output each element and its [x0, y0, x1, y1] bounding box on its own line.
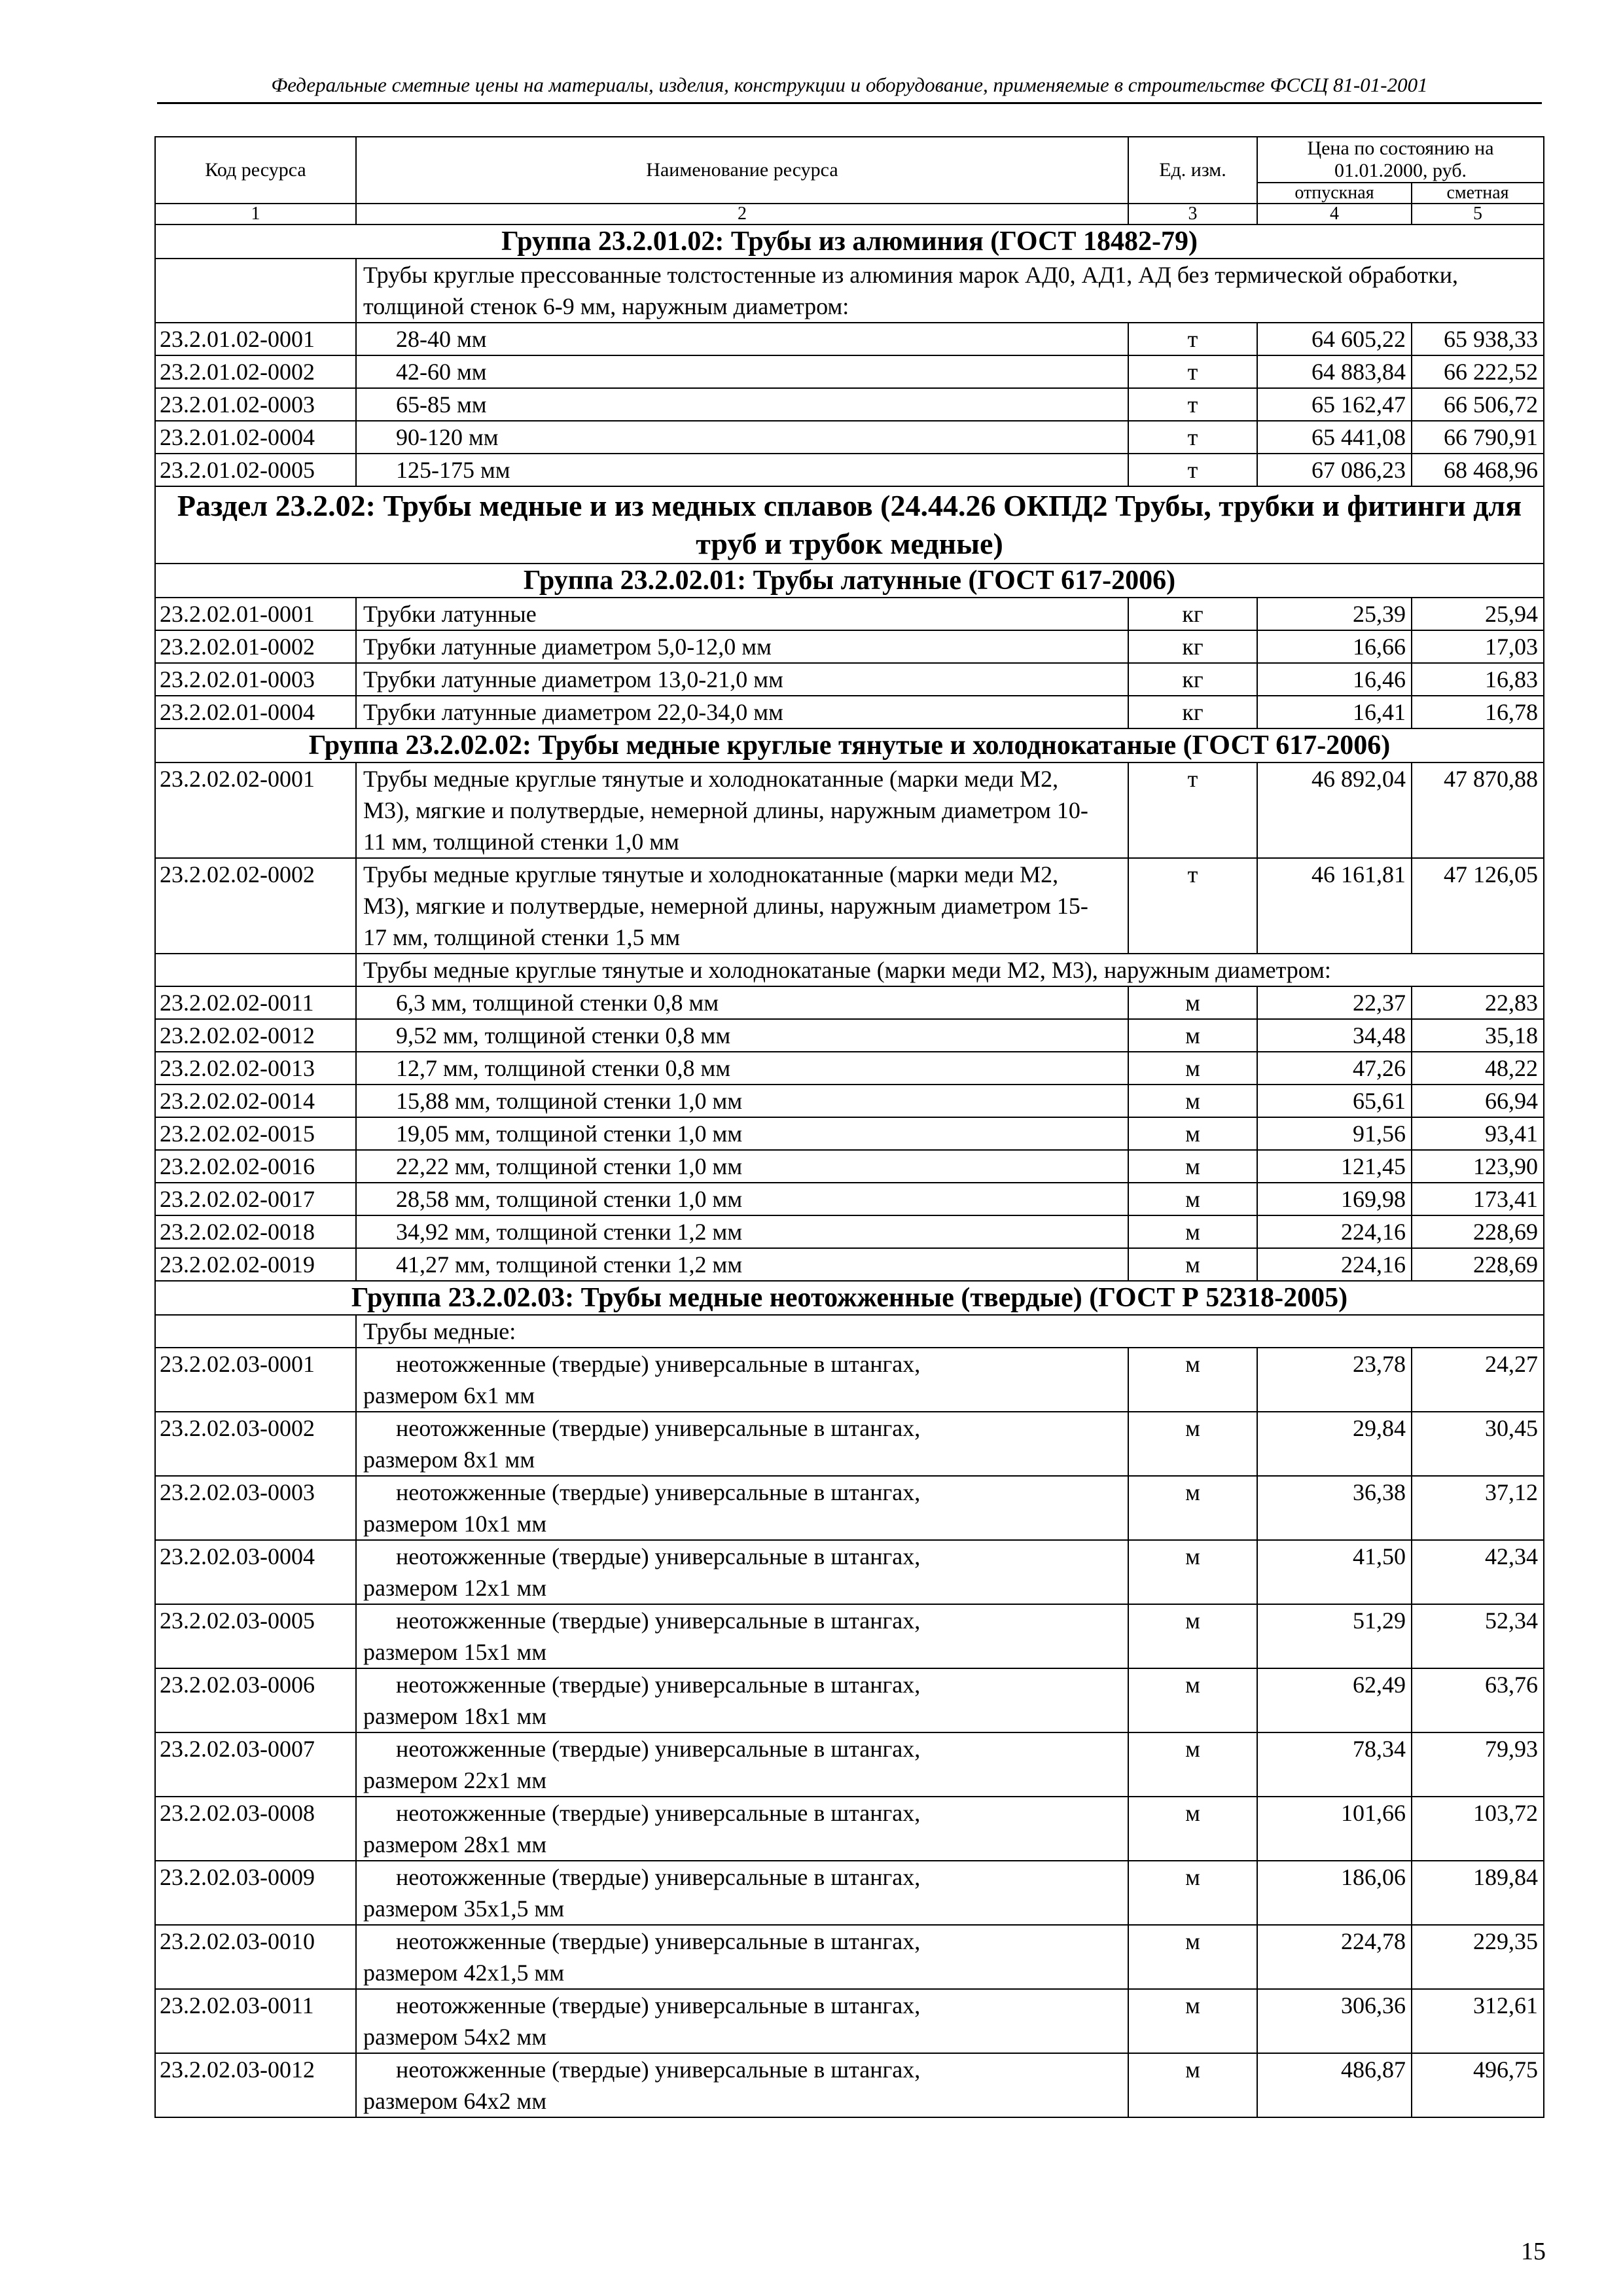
resource-unit: кг	[1128, 696, 1257, 728]
resource-name-prefix: неотожженные (твердые) универсальные в штангах,	[396, 1415, 921, 1441]
resource-name	[356, 1604, 1128, 1668]
resource-name-prefix: неотожженные (твердые) универсальные в штангах,	[396, 2056, 921, 2083]
table-row	[155, 1348, 1544, 1412]
resource-name-prefix: неотожженные (твердые) универсальные в штангах,	[396, 1928, 921, 1954]
resource-name: Трубки латунные	[356, 598, 1128, 630]
resource-name	[356, 1668, 1128, 1732]
description-row	[155, 954, 1544, 986]
resource-size: размером 28х1 мм	[363, 1831, 547, 1857]
price-wholesale: 23,78	[1257, 1348, 1412, 1412]
resource-code: 23.2.02.02-0015	[155, 1117, 356, 1150]
table-header-row	[155, 137, 1544, 183]
resource-code: 23.2.02.03-0006	[155, 1668, 356, 1732]
resource-unit: м	[1128, 1183, 1257, 1215]
description-text: Трубы круглые прессованные толстостенные из алюминия марок АД0, АД1, АД без термической обработки, толщиной стенок 6-9 мм, наружным диаметром:	[356, 259, 1544, 323]
code-cell	[155, 954, 356, 986]
price-estimate: 47 870,88	[1412, 762, 1544, 858]
resource-code: 23.2.02.03-0011	[155, 1989, 356, 2053]
resource-name	[356, 1476, 1128, 1540]
resource-code: 23.2.01.02-0003	[155, 388, 356, 421]
table-row	[155, 1925, 1544, 1989]
header-price-wholesale: отпускная	[1257, 183, 1412, 204]
resource-code: 23.2.02.03-0012	[155, 2053, 356, 2117]
price-wholesale: 121,45	[1257, 1150, 1412, 1183]
resource-name: 125-175 мм	[356, 454, 1128, 486]
header-price-estimate: сметная	[1412, 183, 1544, 204]
resource-name: Трубы медные круглые тянутые и холоднокатанные (марки меди М2, М3), мягкие и полутвердые, немерной длины, наружным диаметром 10-11 мм, толщиной стенки 1,0 мм	[356, 762, 1128, 858]
price-wholesale: 34,48	[1257, 1019, 1412, 1052]
table-row	[155, 1412, 1544, 1476]
table-row	[155, 2053, 1544, 2117]
resource-name: 28,58 мм, толщиной стенки 1,0 мм	[356, 1183, 1128, 1215]
table-row	[155, 1085, 1544, 1117]
price-wholesale: 169,98	[1257, 1183, 1412, 1215]
price-wholesale: 65 162,47	[1257, 388, 1412, 421]
price-estimate: 68 468,96	[1412, 454, 1544, 486]
resource-size: размером 15х1 мм	[363, 1639, 547, 1665]
table-row	[155, 1019, 1544, 1052]
table-row	[155, 1540, 1544, 1604]
resource-name: 28-40 мм	[356, 323, 1128, 355]
resource-code: 23.2.02.02-0012	[155, 1019, 356, 1052]
price-estimate: 42,34	[1412, 1540, 1544, 1604]
resource-code: 23.2.02.03-0010	[155, 1925, 356, 1989]
resource-name-prefix: неотожженные (твердые) универсальные в штангах,	[396, 1672, 921, 1698]
price-estimate: 123,90	[1412, 1150, 1544, 1183]
price-estimate: 93,41	[1412, 1117, 1544, 1150]
resource-code: 23.2.02.03-0008	[155, 1797, 356, 1861]
resource-size: размером 18х1 мм	[363, 1703, 547, 1729]
resource-name: Трубки латунные диаметром 5,0-12,0 мм	[356, 630, 1128, 663]
column-number: 5	[1412, 204, 1544, 224]
resource-name	[356, 1540, 1128, 1604]
resource-name: Трубки латунные диаметром 22,0-34,0 мм	[356, 696, 1128, 728]
resource-code: 23.2.02.03-0007	[155, 1732, 356, 1797]
group-title: Группа 23.2.01.02: Трубы из алюминия (ГОСТ 18482-79)	[155, 224, 1544, 259]
resource-unit: м	[1128, 1925, 1257, 1989]
price-wholesale: 51,29	[1257, 1604, 1412, 1668]
code-cell	[155, 1315, 356, 1348]
code-cell	[155, 259, 356, 323]
resource-name	[356, 1861, 1128, 1925]
resource-code: 23.2.02.03-0009	[155, 1861, 356, 1925]
resource-name: 15,88 мм, толщиной стенки 1,0 мм	[356, 1085, 1128, 1117]
price-wholesale: 47,26	[1257, 1052, 1412, 1085]
section-heading-row	[155, 486, 1544, 564]
section-title: Раздел 23.2.02: Трубы медные и из медных сплавов (24.44.26 ОКПД2 Трубы, трубки и фитинги для труб и трубок медные)	[155, 486, 1544, 564]
table-row	[155, 1052, 1544, 1085]
resource-name-prefix: неотожженные (твердые) универсальные в штангах,	[396, 1479, 921, 1505]
resource-unit: м	[1128, 1540, 1257, 1604]
resource-size: размером 8х1 мм	[363, 1446, 535, 1473]
resource-size: размером 54х2 мм	[363, 2024, 547, 2050]
resource-unit: м	[1128, 1604, 1257, 1668]
table-row	[155, 421, 1544, 454]
group-heading-row	[155, 224, 1544, 259]
resource-code: 23.2.02.02-0011	[155, 986, 356, 1019]
price-estimate: 24,27	[1412, 1348, 1544, 1412]
table-row	[155, 663, 1544, 696]
price-estimate: 173,41	[1412, 1183, 1544, 1215]
price-estimate: 16,78	[1412, 696, 1544, 728]
price-estimate: 103,72	[1412, 1797, 1544, 1861]
resource-code: 23.2.02.02-0018	[155, 1215, 356, 1248]
resource-unit: м	[1128, 1215, 1257, 1248]
resource-unit: м	[1128, 1248, 1257, 1281]
table-row	[155, 1668, 1544, 1732]
resource-code: 23.2.02.03-0002	[155, 1412, 356, 1476]
table-row	[155, 1732, 1544, 1797]
table-row	[155, 454, 1544, 486]
resource-unit: т	[1128, 355, 1257, 388]
resource-unit: м	[1128, 1861, 1257, 1925]
resource-size: размером 10х1 мм	[363, 1511, 547, 1537]
resource-unit: т	[1128, 762, 1257, 858]
price-estimate: 22,83	[1412, 986, 1544, 1019]
price-wholesale: 91,56	[1257, 1117, 1412, 1150]
price-estimate: 48,22	[1412, 1052, 1544, 1085]
price-wholesale: 36,38	[1257, 1476, 1412, 1540]
group-heading-row	[155, 1281, 1544, 1315]
price-wholesale: 67 086,23	[1257, 454, 1412, 486]
price-estimate: 47 126,05	[1412, 858, 1544, 954]
resource-unit: кг	[1128, 630, 1257, 663]
resource-code: 23.2.02.02-0014	[155, 1085, 356, 1117]
table-row	[155, 355, 1544, 388]
table-row	[155, 388, 1544, 421]
price-wholesale: 29,84	[1257, 1412, 1412, 1476]
resource-unit: м	[1128, 1476, 1257, 1540]
resource-name	[356, 1797, 1128, 1861]
price-estimate: 79,93	[1412, 1732, 1544, 1797]
price-wholesale: 224,78	[1257, 1925, 1412, 1989]
resource-code: 23.2.02.02-0013	[155, 1052, 356, 1085]
column-number: 3	[1128, 204, 1257, 224]
table-row	[155, 1797, 1544, 1861]
price-estimate: 63,76	[1412, 1668, 1544, 1732]
resource-code: 23.2.01.02-0005	[155, 454, 356, 486]
resource-name-prefix: неотожженные (твердые) универсальные в штангах,	[396, 1543, 921, 1570]
price-estimate: 17,03	[1412, 630, 1544, 663]
resource-code: 23.2.02.03-0004	[155, 1540, 356, 1604]
price-estimate: 66 222,52	[1412, 355, 1544, 388]
resource-code: 23.2.02.02-0016	[155, 1150, 356, 1183]
resource-unit: м	[1128, 1797, 1257, 1861]
column-number: 2	[356, 204, 1128, 224]
table-row	[155, 1989, 1544, 2053]
resource-code: 23.2.02.01-0003	[155, 663, 356, 696]
column-number-row	[155, 204, 1544, 224]
description-row	[155, 259, 1544, 323]
resource-code: 23.2.02.01-0001	[155, 598, 356, 630]
header-unit: Ед. изм.	[1128, 137, 1257, 204]
price-wholesale: 186,06	[1257, 1861, 1412, 1925]
resource-size: размером 22х1 мм	[363, 1767, 547, 1793]
resource-name	[356, 1732, 1128, 1797]
resource-name	[356, 1348, 1128, 1412]
price-estimate: 312,61	[1412, 1989, 1544, 2053]
resource-unit: м	[1128, 1019, 1257, 1052]
resource-unit: м	[1128, 1412, 1257, 1476]
price-estimate: 30,45	[1412, 1412, 1544, 1476]
resource-name: 65-85 мм	[356, 388, 1128, 421]
resource-name: 41,27 мм, толщиной стенки 1,2 мм	[356, 1248, 1128, 1281]
resource-name	[356, 1925, 1128, 1989]
resource-name	[356, 2053, 1128, 2117]
price-wholesale: 22,37	[1257, 986, 1412, 1019]
price-wholesale: 65,61	[1257, 1085, 1412, 1117]
price-estimate: 189,84	[1412, 1861, 1544, 1925]
header-code: Код ресурса	[155, 137, 356, 204]
price-wholesale: 16,66	[1257, 630, 1412, 663]
resource-name: Трубы медные круглые тянутые и холоднокатанные (марки меди М2, М3), мягкие и полутвердые, немерной длины, наружным диаметром 15-17 мм, толщиной стенки 1,5 мм	[356, 858, 1128, 954]
resource-size: размером 6х1 мм	[363, 1382, 535, 1408]
price-wholesale: 306,36	[1257, 1989, 1412, 2053]
resource-name: 12,7 мм, толщиной стенки 0,8 мм	[356, 1052, 1128, 1085]
resource-code: 23.2.02.03-0005	[155, 1604, 356, 1668]
price-table	[154, 136, 1544, 2118]
price-estimate: 229,35	[1412, 1925, 1544, 1989]
price-estimate: 16,83	[1412, 663, 1544, 696]
resource-name-prefix: неотожженные (твердые) универсальные в штангах,	[396, 1607, 921, 1634]
table-row	[155, 323, 1544, 355]
resource-unit: м	[1128, 1732, 1257, 1797]
resource-code: 23.2.02.02-0002	[155, 858, 356, 954]
group-heading-row	[155, 728, 1544, 762]
column-number: 4	[1257, 204, 1412, 224]
table-row	[155, 598, 1544, 630]
price-estimate: 37,12	[1412, 1476, 1544, 1540]
table-row	[155, 1183, 1544, 1215]
resource-name	[356, 1412, 1128, 1476]
group-title: Группа 23.2.02.01: Трубы латунные (ГОСТ 617-2006)	[155, 564, 1544, 598]
resource-name: 6,3 мм, толщиной стенки 0,8 мм	[356, 986, 1128, 1019]
resource-name: 90-120 мм	[356, 421, 1128, 454]
resource-size: размером 12х1 мм	[363, 1575, 547, 1601]
resource-unit: м	[1128, 1348, 1257, 1412]
resource-unit: т	[1128, 388, 1257, 421]
resource-unit: т	[1128, 858, 1257, 954]
resource-unit: кг	[1128, 598, 1257, 630]
resource-size: размером 64х2 мм	[363, 2088, 547, 2114]
resource-name-prefix: неотожженные (твердые) универсальные в штангах,	[396, 1351, 921, 1377]
price-estimate: 228,69	[1412, 1248, 1544, 1281]
resource-unit: м	[1128, 1117, 1257, 1150]
resource-unit: м	[1128, 1150, 1257, 1183]
table-row	[155, 858, 1544, 954]
page-number: 15	[1521, 2238, 1546, 2265]
resource-unit: м	[1128, 1052, 1257, 1085]
price-wholesale: 78,34	[1257, 1732, 1412, 1797]
table-row	[155, 762, 1544, 858]
table-row	[155, 1476, 1544, 1540]
group-heading-row	[155, 564, 1544, 598]
description-text: Трубы медные:	[356, 1315, 1544, 1348]
price-wholesale: 46 161,81	[1257, 858, 1412, 954]
resource-code: 23.2.02.02-0019	[155, 1248, 356, 1281]
price-wholesale: 224,16	[1257, 1215, 1412, 1248]
resource-unit: м	[1128, 1989, 1257, 2053]
price-estimate: 228,69	[1412, 1215, 1544, 1248]
resource-unit: м	[1128, 2053, 1257, 2117]
resource-name	[356, 1989, 1128, 2053]
price-wholesale: 224,16	[1257, 1248, 1412, 1281]
resource-size: размером 35х1,5 мм	[363, 1895, 565, 1922]
resource-name-prefix: неотожженные (твердые) универсальные в штангах,	[396, 1864, 921, 1890]
price-wholesale: 62,49	[1257, 1668, 1412, 1732]
running-header: Федеральные сметные цены на материалы, изделия, конструкции и оборудование, применяемые в строительстве ФССЦ 81-01-2001	[157, 73, 1542, 104]
price-estimate: 66 790,91	[1412, 421, 1544, 454]
resource-name-prefix: неотожженные (твердые) универсальные в штангах,	[396, 1992, 921, 2018]
resource-name: 9,52 мм, толщиной стенки 0,8 мм	[356, 1019, 1128, 1052]
price-wholesale: 16,46	[1257, 663, 1412, 696]
header-name: Наименование ресурса	[356, 137, 1128, 204]
price-wholesale: 101,66	[1257, 1797, 1412, 1861]
table-row	[155, 1248, 1544, 1281]
price-wholesale: 64 605,22	[1257, 323, 1412, 355]
resource-code: 23.2.01.02-0004	[155, 421, 356, 454]
table-row	[155, 630, 1544, 663]
price-wholesale: 46 892,04	[1257, 762, 1412, 858]
price-wholesale: 486,87	[1257, 2053, 1412, 2117]
price-wholesale: 41,50	[1257, 1540, 1412, 1604]
price-estimate: 35,18	[1412, 1019, 1544, 1052]
resource-unit: т	[1128, 323, 1257, 355]
resource-name: Трубки латунные диаметром 13,0-21,0 мм	[356, 663, 1128, 696]
resource-code: 23.2.02.03-0001	[155, 1348, 356, 1412]
price-estimate: 496,75	[1412, 2053, 1544, 2117]
resource-code: 23.2.01.02-0002	[155, 355, 356, 388]
resource-name-prefix: неотожженные (твердые) универсальные в штангах,	[396, 1736, 921, 1762]
price-wholesale: 16,41	[1257, 696, 1412, 728]
price-estimate: 66,94	[1412, 1085, 1544, 1117]
resource-unit: м	[1128, 1668, 1257, 1732]
table-row	[155, 1150, 1544, 1183]
resource-unit: т	[1128, 421, 1257, 454]
resource-name: 19,05 мм, толщиной стенки 1,0 мм	[356, 1117, 1128, 1150]
resource-name: 22,22 мм, толщиной стенки 1,0 мм	[356, 1150, 1128, 1183]
resource-name: 34,92 мм, толщиной стенки 1,2 мм	[356, 1215, 1128, 1248]
resource-code: 23.2.02.02-0001	[155, 762, 356, 858]
group-title: Группа 23.2.02.02: Трубы медные круглые тянутые и холоднокатаные (ГОСТ 617-2006)	[155, 728, 1544, 762]
resource-name-prefix: неотожженные (твердые) универсальные в штангах,	[396, 1800, 921, 1826]
resource-code: 23.2.02.01-0002	[155, 630, 356, 663]
price-wholesale: 65 441,08	[1257, 421, 1412, 454]
table-row	[155, 1604, 1544, 1668]
table-row	[155, 986, 1544, 1019]
column-number: 1	[155, 204, 356, 224]
resource-code: 23.2.02.01-0004	[155, 696, 356, 728]
price-estimate: 25,94	[1412, 598, 1544, 630]
price-wholesale: 64 883,84	[1257, 355, 1412, 388]
resource-unit: м	[1128, 986, 1257, 1019]
resource-unit: м	[1128, 1085, 1257, 1117]
table-body	[155, 224, 1544, 2117]
description-text: Трубы медные круглые тянутые и холоднокатаные (марки меди М2, М3), наружным диаметром:	[356, 954, 1544, 986]
resource-size: размером 42х1,5 мм	[363, 1960, 565, 1986]
description-row	[155, 1315, 1544, 1348]
resource-code: 23.2.02.03-0003	[155, 1476, 356, 1540]
resource-unit: кг	[1128, 663, 1257, 696]
resource-unit: т	[1128, 454, 1257, 486]
header-price: Цена по состоянию на 01.01.2000, руб.	[1257, 137, 1544, 183]
table-row	[155, 696, 1544, 728]
price-wholesale: 25,39	[1257, 598, 1412, 630]
resource-name: 42-60 мм	[356, 355, 1128, 388]
table-row	[155, 1117, 1544, 1150]
table-row	[155, 1215, 1544, 1248]
price-estimate: 65 938,33	[1412, 323, 1544, 355]
group-title: Группа 23.2.02.03: Трубы медные неотожженные (твердые) (ГОСТ Р 52318-2005)	[155, 1281, 1544, 1315]
resource-code: 23.2.02.02-0017	[155, 1183, 356, 1215]
price-estimate: 52,34	[1412, 1604, 1544, 1668]
price-estimate: 66 506,72	[1412, 388, 1544, 421]
resource-code: 23.2.01.02-0001	[155, 323, 356, 355]
table-row	[155, 1861, 1544, 1925]
